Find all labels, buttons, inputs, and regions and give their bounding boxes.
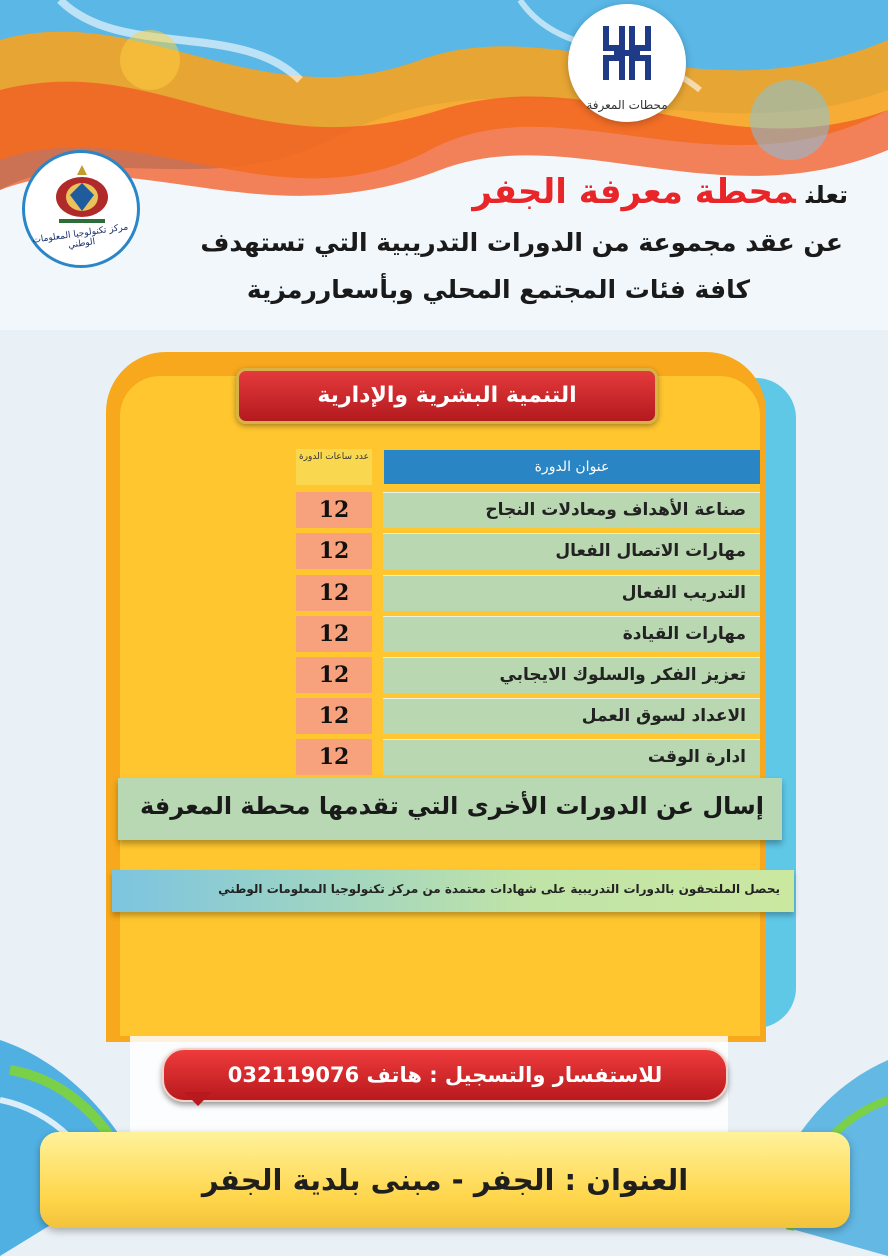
course-title-cell: مهارات الاتصال الفعال <box>383 533 760 569</box>
royal-crest-icon <box>47 161 117 231</box>
station-name: محطة معرفة الجفر <box>472 172 796 212</box>
course-title-cell: ادارة الوقت <box>383 739 760 775</box>
logo-caption: محطات المعرفة <box>586 98 668 112</box>
headline-line-2: عن عقد مجموعة من الدورات التدريبية التي تستهدف <box>200 228 843 257</box>
course-hours-cell: 12 <box>296 575 372 611</box>
emblem-caption: مركز تكنولوجيا المعلومات الوطني <box>31 222 129 251</box>
headline-line-3: كافة فئات المجتمع المحلي وبأسعاررمزية <box>246 275 750 304</box>
course-hours-cell: 12 <box>296 657 372 693</box>
column-header-title: عنوان الدورة <box>384 450 760 484</box>
course-hours-cell: 12 <box>296 698 372 734</box>
national-it-center-emblem <box>22 150 140 268</box>
announce-text: تعلن <box>805 181 848 209</box>
course-title-cell: الاعداد لسوق العمل <box>383 698 760 734</box>
knowledge-stations-logo-icon <box>602 18 652 88</box>
headline-announce <box>472 172 848 212</box>
address-bar: العنوان : الجفر - مبنى بلدية الجفر <box>40 1132 850 1228</box>
knowledge-stations-logo <box>568 4 686 122</box>
contact-banner-tail <box>184 1092 212 1106</box>
contact-banner: للاستفسار والتسجيل : هاتف 032119076 <box>162 1048 728 1102</box>
certificate-note: يحصل الملتحقون بالدورات التدريبية على شهادات معتمدة من مركز تكنولوجيا المعلومات الوطني <box>112 870 794 912</box>
section-title: التنمية البشرية والإدارية <box>236 368 658 424</box>
column-header-hours: عدد ساعات الدورة <box>296 449 372 485</box>
course-title-cell: التدريب الفعال <box>383 575 760 611</box>
course-title-cell: تعزيز الفكر والسلوك الايجابي <box>383 657 760 693</box>
course-hours-cell: 12 <box>296 533 372 569</box>
course-hours-cell: 12 <box>296 739 372 775</box>
other-courses-note: إسال عن الدورات الأخرى التي تقدمها محطة المعرفة <box>118 778 782 840</box>
course-title-cell: صناعة الأهداف ومعادلات النجاح <box>383 492 760 528</box>
course-title-cell: مهارات القيادة <box>383 616 760 652</box>
course-hours-cell: 12 <box>296 616 372 652</box>
course-hours-cell: 12 <box>296 492 372 528</box>
